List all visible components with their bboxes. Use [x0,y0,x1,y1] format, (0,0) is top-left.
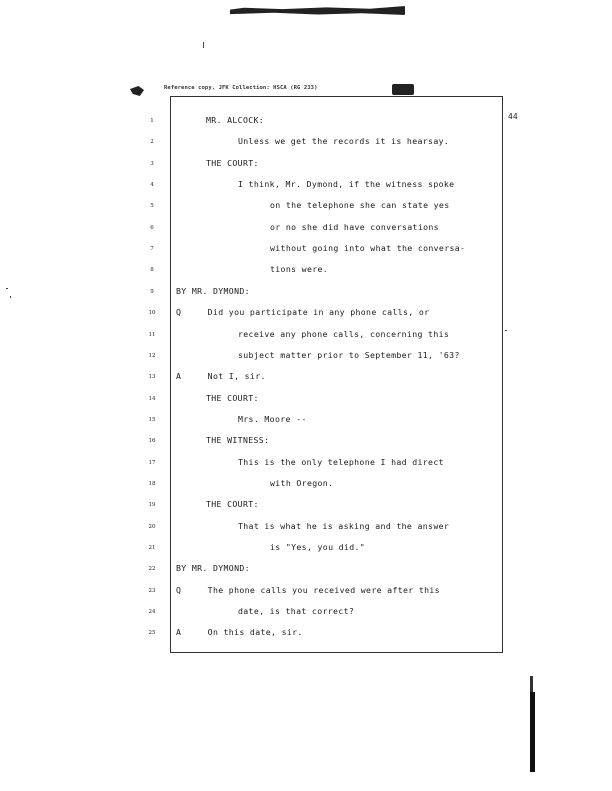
page-number: 44 [508,112,518,121]
line-number: 20 [148,523,156,530]
scan-speck [6,288,8,289]
reference-copy-header: Reference copy, JFK Collection: HSCA (RG 233) [164,85,318,91]
transcript-line: is "Yes, you did." [270,542,366,552]
redaction-blot [392,84,414,95]
transcript-line: Q Did you participate in any phone calls, or [176,307,430,318]
line-number: 25 [148,630,156,637]
line-number: 9 [150,288,154,295]
transcript-line: A Not I, sir. [176,371,266,382]
line-number: 12 [148,352,156,359]
scan-speck [203,42,204,48]
line-number: 7 [150,246,154,253]
transcript-line: THE WITNESS: [206,435,270,446]
transcript-line: date, is that correct? [238,606,355,617]
transcript-line: MR. ALCOCK: [206,115,265,125]
transcript-line: Q The phone calls you received were after this [176,584,440,595]
line-number: 16 [148,438,156,445]
transcript-line: without going into what the conversa- [270,243,466,254]
line-number: 10 [148,310,156,317]
transcript-line: THE COURT: [206,157,259,168]
scan-artifact-top-bar [230,6,405,15]
line-number: 22 [148,566,156,573]
scan-artifact-right-bar [530,676,533,692]
line-number: 24 [148,609,156,616]
transcript-line: THE COURT: [206,392,259,403]
line-number: 17 [148,459,156,466]
transcript-line: THE COURT: [206,499,259,510]
transcript-line: I think, Mr. Dymond, if the witness spoke [238,179,455,190]
line-number: 6 [150,224,154,231]
reference-stamp-mark [130,86,144,96]
transcript-line: tions were. [270,264,329,275]
line-number: 14 [148,395,156,402]
transcript-line: with Oregon. [270,477,334,488]
line-number: 4 [150,182,154,189]
transcript-line: on the telephone she can state yes [270,200,450,211]
transcript-line: or no she did have conversations [270,221,439,232]
transcript-line: Unless we get the records it is hearsay. [238,136,450,147]
line-number: 3 [150,160,154,167]
scan-speck [505,330,507,331]
line-number: 19 [148,502,156,509]
scan-speck [10,296,11,298]
transcript-line: A On this date, sir. [176,627,303,638]
line-number: 18 [148,480,156,487]
transcript-line: Mrs. Moore -- [238,413,307,424]
transcript-line: BY MR. DYMOND: [176,285,250,296]
line-number: 21 [148,545,156,551]
transcript-line: This is the only telephone I had direct [238,456,444,467]
line-number: 2 [150,139,154,146]
line-number: 5 [150,203,154,210]
transcript-line: subject matter prior to September 11, '63? [238,349,460,360]
line-number: 8 [150,267,154,274]
transcript-line: receive any phone calls, concerning this [238,328,450,339]
line-number: 23 [148,587,156,594]
transcript-line: BY MR. DYMOND: [176,563,250,574]
scan-artifact-right-bar [530,692,535,772]
line-number: 15 [148,416,156,423]
transcript-line: That is what he is asking and the answer [238,520,450,531]
line-number: 13 [148,374,156,381]
line-number: 11 [148,331,156,338]
line-number: 1 [150,118,154,124]
